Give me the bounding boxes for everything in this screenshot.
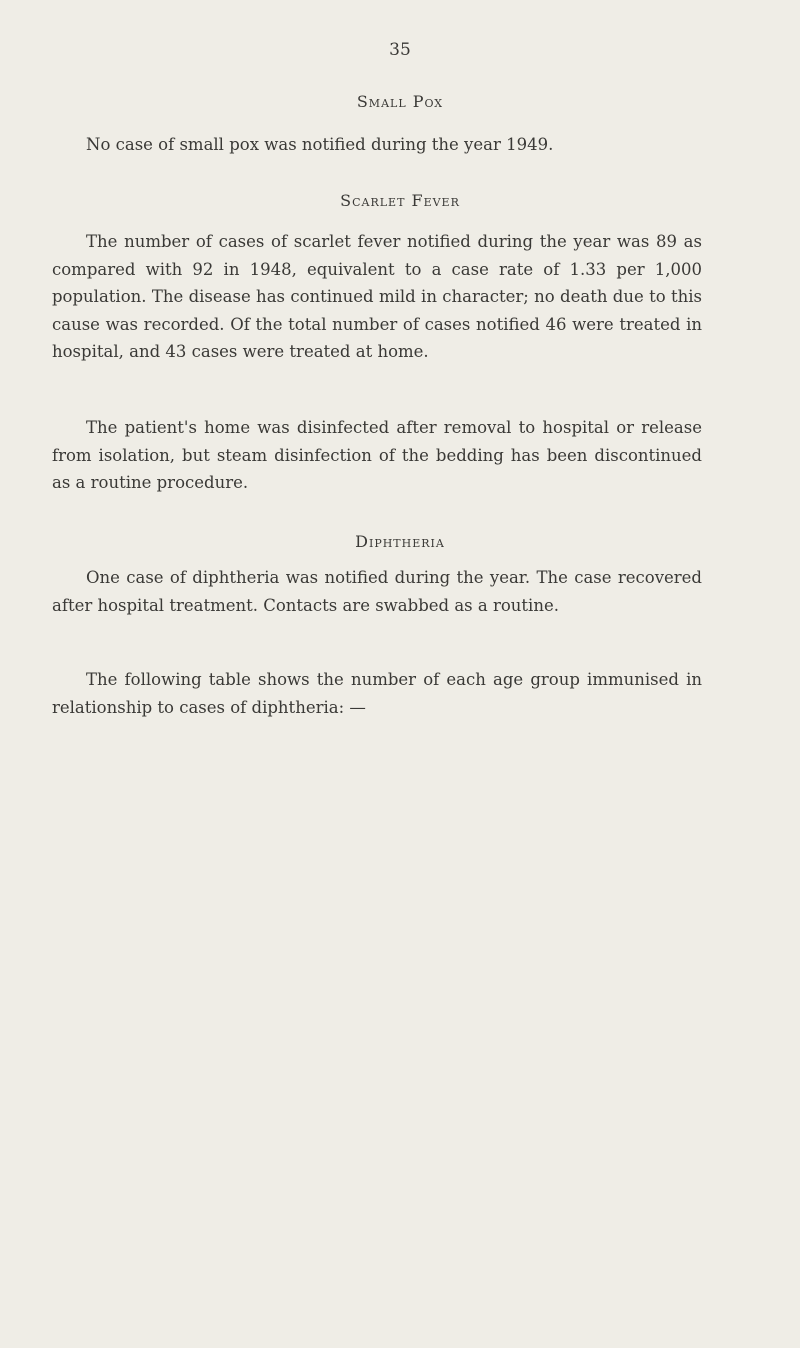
page-number: 35 [389,40,411,60]
paragraph-diphtheria-table-intro: The following table shows the number of each age group immunised in relationship to cases of diphtheria: — [52,670,702,717]
paragraph-small-pox: No case of small pox was notified during the year 1949. [86,135,554,154]
paragraph-scarlet-fever-disinfection: The patient's home was disinfected after removal to hospital or release from isolation, but steam disinfection of the bedding has been discontinued as a routine procedure. [52,418,702,492]
section-heading-small-pox: Small Pox [356,92,444,111]
paragraph-scarlet-fever-cases: The number of cases of scarlet fever notified during the year was 89 as compared with 92 in 1948, equivalent to a case rate of 1.33 per 1,000 population. The disease has continued mild in character; no death due to this cause was recorded. Of the total number of cases notified 46 were treated in hospital, and 43 cases were treated at home. [52,232,702,361]
section-heading-scarlet-fever: Scarlet Fever [340,191,460,210]
section-heading-diphtheria: Diphtheria [355,532,445,551]
paragraph-diphtheria-case: One case of diphtheria was notified during the year. The case recovered after hospital treatment. Contacts are swabbed as a routine. [52,568,702,615]
